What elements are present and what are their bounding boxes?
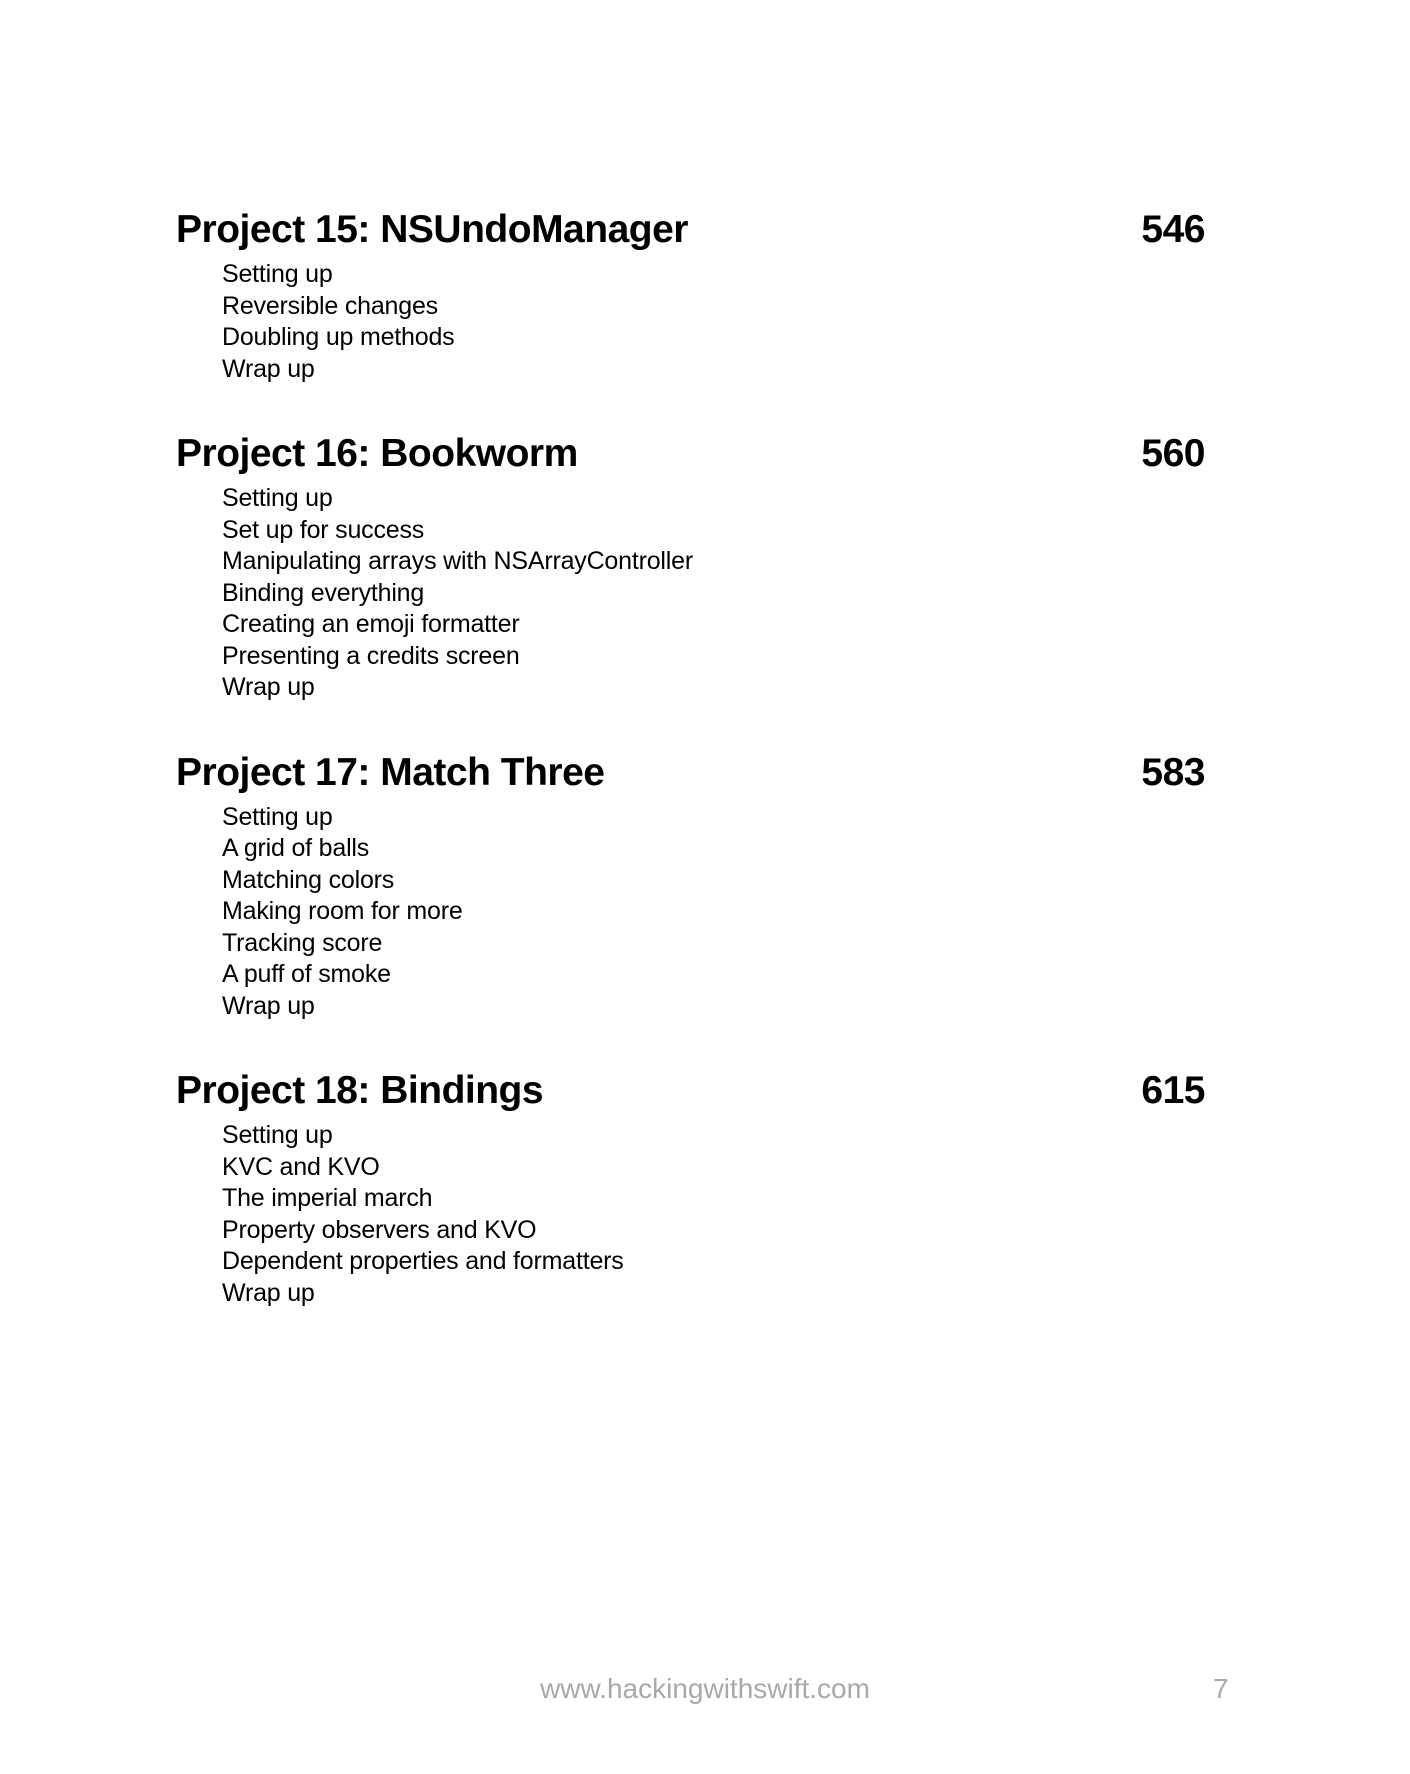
table-of-contents	[176, 207, 1205, 1355]
toc-section	[176, 750, 1205, 1023]
toc-section-title[interactable]: Project 15: NSUndoManager	[176, 208, 688, 251]
toc-section-header	[176, 1068, 1205, 1114]
toc-subsection-item[interactable]: Creating an emoji formatter	[222, 610, 520, 638]
footer-page-number: 7	[1213, 1673, 1229, 1704]
toc-section-header	[176, 207, 1205, 253]
toc-section-page-number[interactable]: 560	[1141, 432, 1205, 475]
toc-section-title[interactable]: Project 17: Match Three	[176, 750, 605, 794]
toc-section-title[interactable]: Project 18: Bindings	[176, 1069, 544, 1112]
toc-section	[176, 431, 1205, 704]
toc-section	[176, 1068, 1205, 1309]
toc-subsection-item[interactable]: A puff of smoke	[222, 960, 391, 988]
toc-section-page-number[interactable]: 583	[1141, 750, 1205, 794]
toc-subsection-item[interactable]: Wrap up	[222, 673, 315, 701]
toc-subsection-item[interactable]: Wrap up	[222, 991, 315, 1020]
toc-subsection-item[interactable]: Setting up	[222, 484, 333, 512]
toc-section-header	[176, 750, 1205, 796]
toc-subsection-item[interactable]: Making room for more	[222, 897, 463, 925]
toc-subsection-item[interactable]: Wrap up	[222, 354, 315, 383]
toc-subsection-item[interactable]: Wrap up	[222, 1278, 315, 1307]
toc-section-page-number[interactable]: 546	[1141, 208, 1205, 251]
toc-subsection-item[interactable]: KVC and KVO	[222, 1152, 380, 1181]
toc-section-header	[176, 431, 1205, 477]
toc-section-title[interactable]: Project 16: Bookworm	[176, 432, 578, 475]
toc-subsection-item[interactable]: Reversible changes	[222, 291, 438, 320]
page-footer	[0, 1672, 1410, 1712]
toc-subsection-item[interactable]: Matching colors	[222, 865, 395, 894]
toc-subsection-item[interactable]: Doubling up methods	[222, 323, 455, 351]
toc-subsection-item[interactable]: Setting up	[222, 802, 333, 831]
toc-subsection-item[interactable]: A grid of balls	[222, 834, 370, 862]
toc-subsection-item[interactable]: Dependent properties and formatters	[222, 1247, 624, 1275]
toc-subsection-list	[176, 259, 1205, 385]
toc-subsection-item[interactable]: Setting up	[222, 1121, 333, 1149]
toc-subsection-list	[176, 802, 1205, 1023]
toc-subsection-item[interactable]: Tracking score	[222, 928, 383, 957]
toc-subsection-list	[176, 483, 1205, 704]
toc-subsection-item[interactable]: Set up for success	[222, 515, 425, 544]
toc-section	[176, 207, 1205, 385]
toc-subsection-item[interactable]: Binding everything	[222, 578, 425, 607]
toc-subsection-item[interactable]: Manipulating arrays with NSArrayController	[222, 547, 693, 575]
toc-subsection-list	[176, 1120, 1205, 1309]
toc-subsection-item[interactable]: Presenting a credits screen	[222, 641, 520, 670]
toc-subsection-item[interactable]: The imperial march	[222, 1184, 433, 1212]
toc-section-page-number[interactable]: 615	[1141, 1069, 1205, 1112]
footer-url[interactable]: www.hackingwithswift.com	[540, 1673, 870, 1704]
toc-subsection-item[interactable]: Setting up	[222, 260, 333, 288]
toc-subsection-item[interactable]: Property observers and KVO	[222, 1215, 537, 1244]
